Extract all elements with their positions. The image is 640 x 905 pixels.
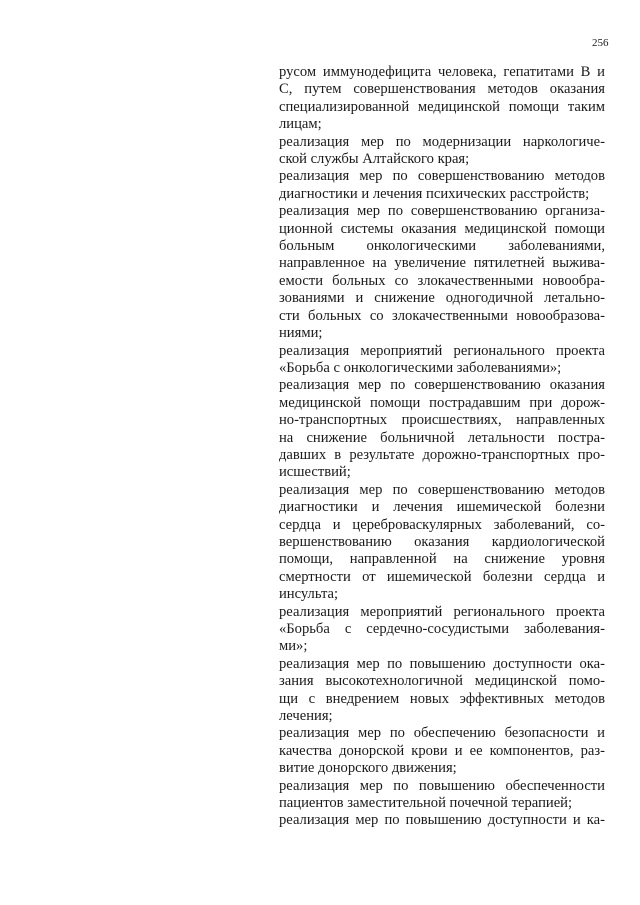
text-line: С, путем совершенствования методов оказания bbox=[279, 81, 605, 98]
text-line: лечения; bbox=[279, 708, 333, 725]
text-line: исшествий; bbox=[279, 464, 351, 481]
text-line: реализация мер по модернизации наркологиче- bbox=[279, 133, 605, 150]
text-line: реализация мер по совершенствованию методов bbox=[279, 481, 605, 498]
text-line: диагностики и лечения психических расстройств; bbox=[279, 185, 590, 202]
page-number: 256 bbox=[592, 37, 609, 49]
text-line: ниями; bbox=[279, 325, 323, 342]
text-line: «Борьба с сердечно-сосудистыми заболевания- bbox=[279, 621, 605, 637]
text-line: давших в результате дорожно-транспортных про- bbox=[279, 446, 605, 463]
text-line: реализация мер по совершенствованию методов bbox=[279, 168, 605, 185]
text-line: емости больных со злокачественными новообра- bbox=[279, 272, 605, 289]
text-line: реализация мероприятий регионального проекта bbox=[279, 603, 605, 620]
text-line: зованиями и снижение одногодичной летально- bbox=[279, 290, 605, 307]
text-line: сердца и цереброваскулярных заболеваний, со- bbox=[279, 516, 605, 533]
text-line: специализированной медицинской помощи таким bbox=[279, 98, 605, 115]
text-line: реализация мер по обеспечению безопасности и bbox=[279, 725, 605, 742]
text-line: реализация мероприятий регионального проекта bbox=[279, 342, 605, 359]
text-line: смертности от ишемической болезни сердца и bbox=[279, 568, 605, 585]
text-line: помощи, направленной на снижение уровня bbox=[279, 551, 605, 568]
text-line: диагностики и лечения ишемической болезни bbox=[279, 499, 605, 516]
text-line: щи с внедрением новых эффективных методов bbox=[279, 690, 605, 707]
text-line: реализация мер по повышению доступности и ка- bbox=[279, 812, 605, 829]
text-line: вершенствованию оказания кардиологической bbox=[279, 533, 605, 550]
text-line: больным онкологическими заболеваниями, bbox=[279, 238, 605, 255]
text-line: сти больных со злокачественными новообразова- bbox=[279, 307, 605, 324]
document-body bbox=[279, 64, 605, 830]
text-line: витие донорского движения; bbox=[279, 760, 457, 777]
text-line: реализация мер по повышению обеспеченности bbox=[279, 777, 605, 794]
text-line: реализация мер по совершенствованию оказания bbox=[279, 377, 605, 394]
text-line: направленное на увеличение пятилетней выжива- bbox=[279, 255, 605, 272]
text-line: но-транспортных происшествиях, направленных bbox=[279, 412, 605, 429]
text-line: инсульта; bbox=[279, 586, 339, 603]
text-line: ской службы Алтайского края; bbox=[279, 151, 470, 168]
text-line: зания высокотехнологичной медицинской помо- bbox=[279, 673, 605, 690]
text-line: на снижение больничной летальности постра- bbox=[279, 429, 605, 446]
text-line: лицам; bbox=[279, 116, 322, 133]
text-line: «Борьба с онкологическими заболеваниями»; bbox=[279, 359, 562, 376]
text-line: медицинской помощи пострадавшим при дорож- bbox=[279, 394, 605, 411]
text-line: реализация мер по повышению доступности ока- bbox=[279, 655, 605, 672]
text-line: русом иммунодефицита человека, гепатитами В и bbox=[279, 64, 605, 80]
text-line: ми»; bbox=[279, 638, 308, 655]
text-line: реализация мер по совершенствованию организа- bbox=[279, 203, 605, 220]
text-line: ционной системы оказания медицинской помощи bbox=[279, 220, 605, 237]
text-line: пациентов заместительной почечной терапией; bbox=[279, 795, 573, 812]
text-line: качества донорской крови и ее компонентов, раз- bbox=[279, 742, 605, 759]
